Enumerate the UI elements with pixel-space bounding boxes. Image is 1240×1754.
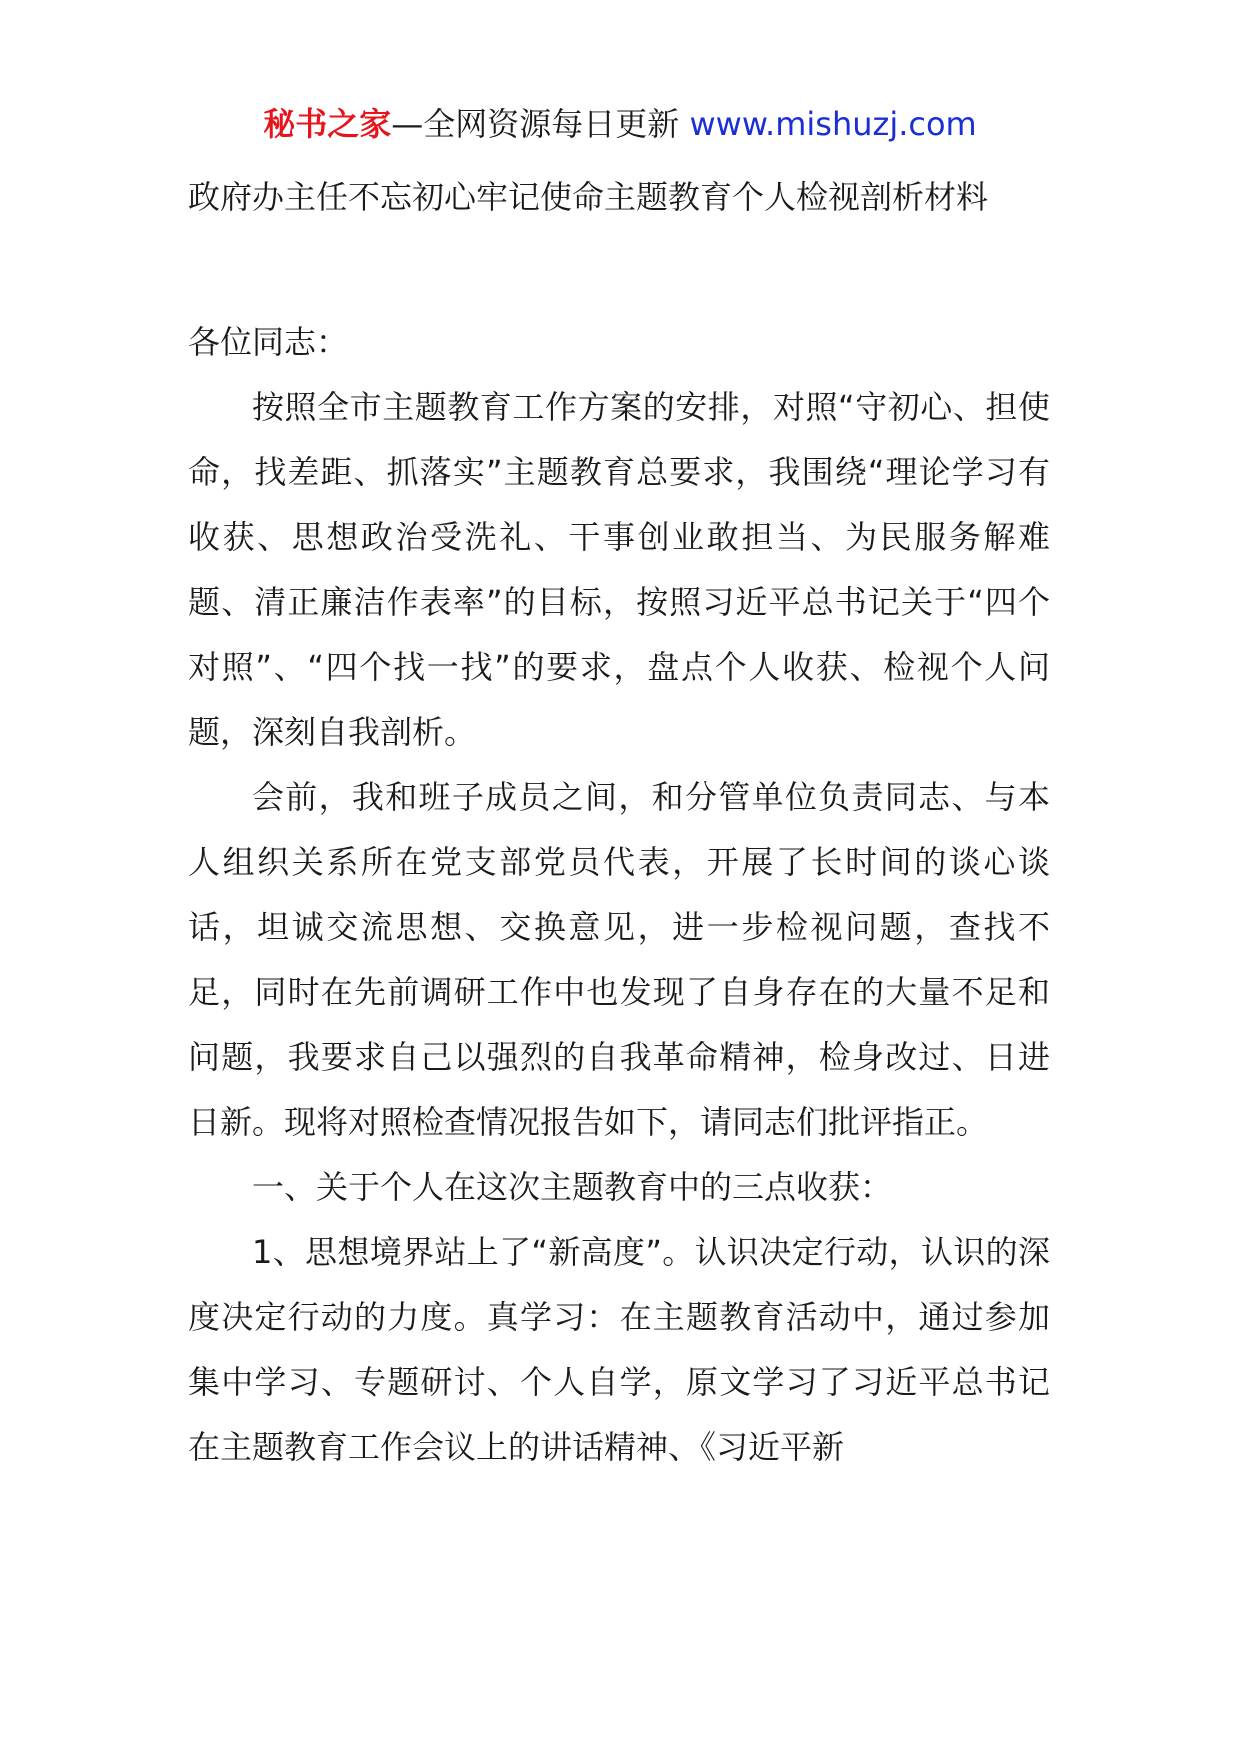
site-tagline: —全网资源每日更新 — [391, 105, 690, 143]
site-header — [0, 100, 1240, 148]
paragraph-intro: 按照全市主题教育工作方案的安排，对照“守初心、担使命，找差距、抓落实”主题教育总要求，我围绕“理论学习有收获、思想政治受洗礼、干事创业敢担当、为民服务解难题、清正廉洁作表率”的目标，按照习近平总书记关于“四个对照”、“四个找一找”的要求，盘点个人收获、检视个人问题，深刻自我剖析。 — [188, 388, 1050, 751]
site-brand: 秘书之家 — [263, 105, 392, 143]
site-url-link[interactable]: www.mishuzj.com — [689, 105, 977, 143]
section-heading-gains: 一、关于个人在这次主题教育中的三点收获： — [252, 1168, 893, 1206]
document-title: 政府办主任不忘初心牢记使命主题教育个人检视剖析材料 — [188, 178, 989, 216]
paragraph-meeting: 会前，我和班子成员之间，和分管单位负责同志、与本人组织关系所在党支部党员代表，开展了长时间的谈心谈话，坦诚交流思想、交换意见，进一步检视问题，查找不足，同时在先前调研工作中也发现了自身存在的大量不足和问题，我要求自己以强烈的自我革命精神，检身改过、日进日新。现将对照检查情况报告如下，请同志们批评指正。 — [188, 778, 1050, 1141]
paragraph-gain-one: 1、思想境界站上了“新高度”。认识决定行动，认识的深度决定行动的力度。真学习：在主题教育活动中，通过参加集中学习、专题研讨、个人自学，原文学习了习近平总书记在主题教育工作会议上的讲话精神、《习近平新 — [188, 1233, 1050, 1466]
document-body — [188, 162, 1050, 1480]
salutation: 各位同志： — [188, 323, 349, 361]
